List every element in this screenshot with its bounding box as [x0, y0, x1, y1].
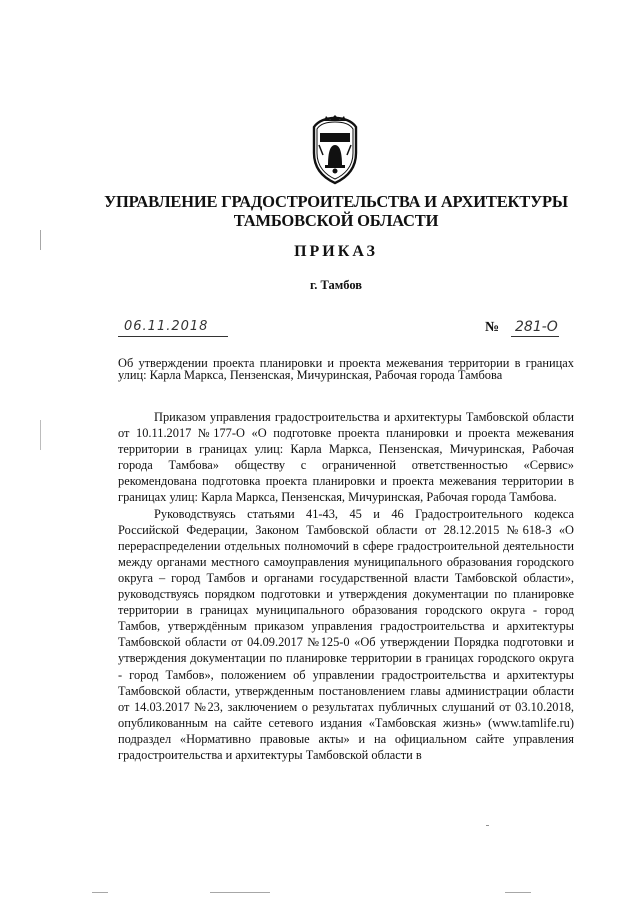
- organization-name: [60, 192, 612, 230]
- paragraph: Приказом управления градостроительства и архитектуры Тамбовской области от 10.11.2017 №177-О «О подготовке проекта планировки и проекта межевания территории в границах улиц: Карла Маркса, Пензенская, Мичуринская, Рабочая города Тамбова» обществу с ограниченной ответственностью «Сервис» рекомендована подготовка проекта планировки и проекта межевания территории в границах улиц: Карла Маркса, Пензенская, Мичуринская, Рабочая города Тамбова.: [118, 410, 574, 505]
- scan-mark: [92, 892, 108, 893]
- number-underline: [511, 318, 559, 337]
- document-number: 281-О: [515, 319, 558, 335]
- document-subject: Об утверждении проекта планировки и проекта межевания территории в границах улиц: Карла Маркса, Пензенская, Мичуринская, Рабочая города Тамбова: [118, 356, 574, 382]
- date-field: [118, 318, 228, 337]
- organization-line-2: ТАМБОВСКОЙ ОБЛАСТИ: [233, 211, 439, 230]
- scan-mark: [486, 825, 489, 826]
- document-body: [118, 409, 574, 763]
- document-date: 06.11.2018: [124, 319, 209, 334]
- scan-mark: [210, 892, 270, 893]
- scan-mark: [40, 230, 41, 250]
- scan-mark: [505, 892, 531, 893]
- document-type: ПРИКАЗ: [294, 243, 378, 260]
- number-label: №: [485, 320, 500, 335]
- city: г. Тамбов: [309, 278, 363, 292]
- coat-of-arms-icon: [306, 115, 364, 185]
- organization-line-1: УПРАВЛЕНИЕ ГРАДОСТРОИТЕЛЬСТВА И АРХИТЕКТУРЫ: [104, 192, 568, 211]
- scan-mark: [40, 420, 41, 450]
- paragraph: Руководствуясь статьями 41-43, 45 и 46 Градостроительного кодекса Российской Федерации, Законом Тамбовской области от 28.12.2015 №618-З «О перераспределении отдельных полномочий в сфере градостроительной деятельности между органами местного самоуправления муниципального образования городского округа – город Тамбов и органами государственной власти Тамбовской области», руководствуясь порядком подготовки и утверждения документации по планировке территории в границах муниципального образования городского округа - город Тамбов, утверждённым приказом управления градостроительства и архитектуры Тамбовской области от 04.09.2017 №125-0 «Об утверждении Порядка подготовки и утверждения документации по планировке территории в границах городского округа - город Тамбов», положением об управлении градостроительства и архитектуры Тамбовской области, утвержденным постановлением главы администрации области от 14.03.2017 №23, заключением о результатах публичных слушаний от 03.10.2018, опубликованным на сайте сетевого издания «Тамбовская жизнь» (www.tamlife.ru) подраздел «Нормативно правовые акты» и на официальном сайте управления градостроительства и архитектуры Тамбовской области в: [118, 506, 574, 762]
